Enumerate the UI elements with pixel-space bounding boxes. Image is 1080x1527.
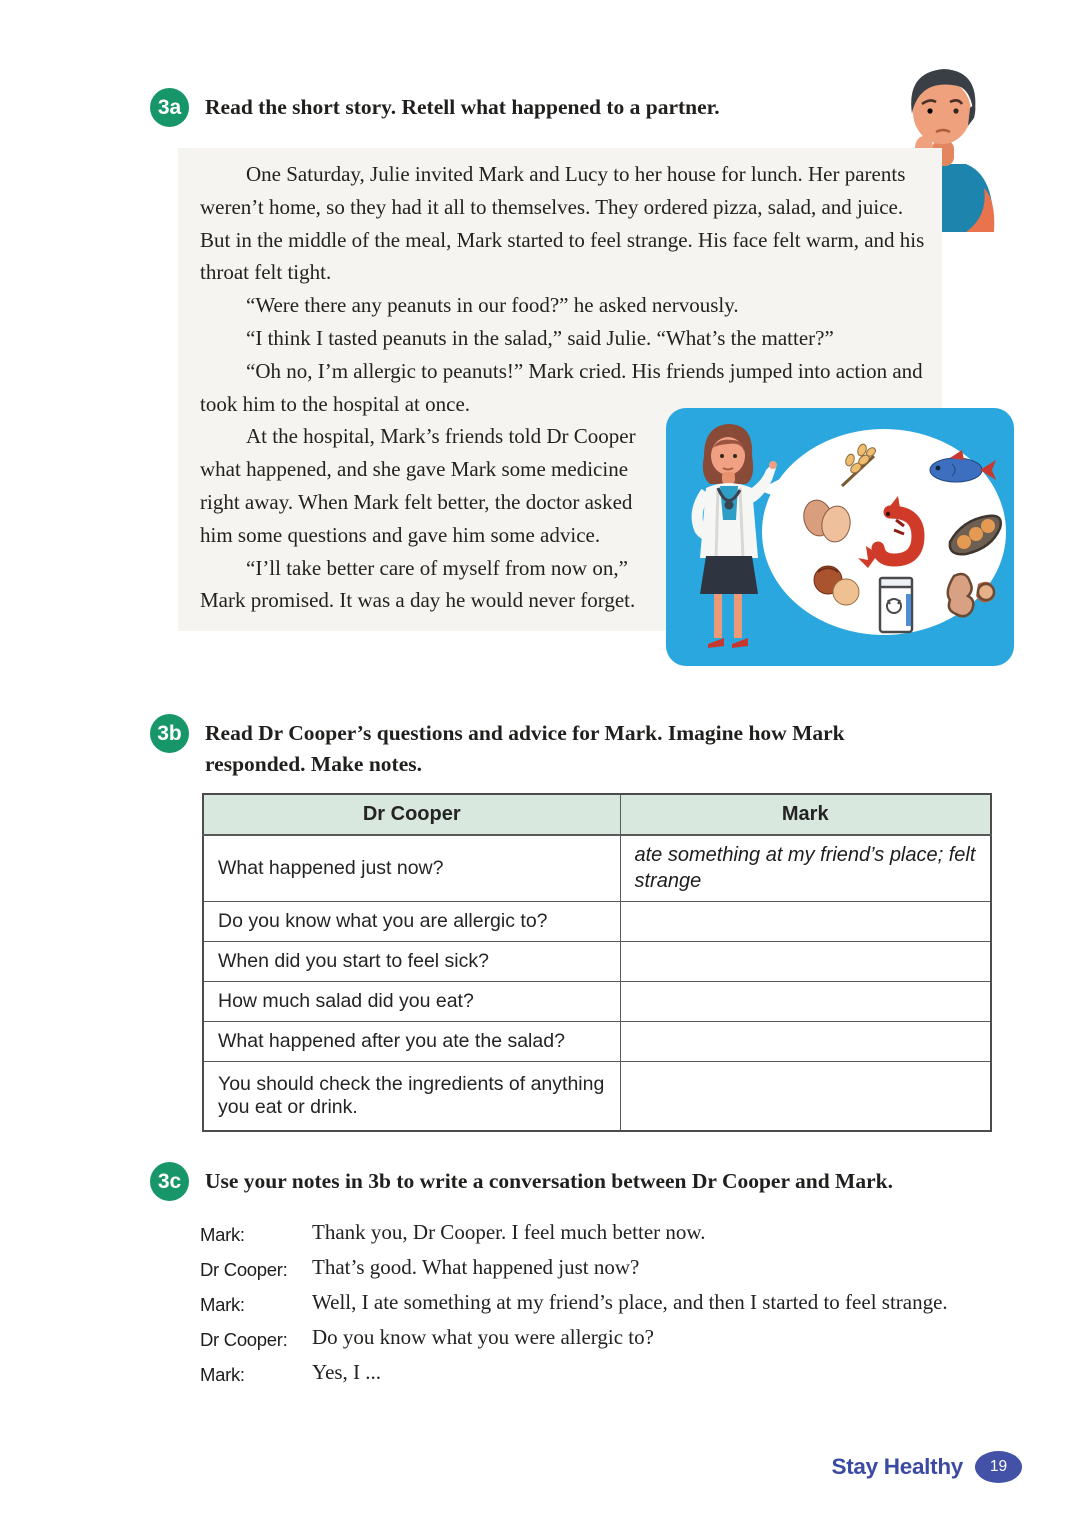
answer-cell[interactable] (620, 901, 991, 941)
dialogue-row (200, 1216, 1000, 1251)
speaker-label: Mark: (200, 1294, 245, 1315)
section-3c-header (150, 1166, 1030, 1201)
dialogue-row (200, 1251, 1000, 1286)
dialogue-line: Thank you, Dr Cooper. I feel much better now. (312, 1220, 706, 1244)
story-paragraph: “I think I tasted peanuts in the salad,” said Julie. “What’s the matter?” (246, 325, 834, 350)
table-row (203, 901, 991, 941)
story-wrapped-column (200, 420, 656, 617)
dialogue-line: Do you know what you were allergic to? (312, 1325, 654, 1349)
column-header-mark: Mark (620, 794, 991, 835)
story-paragraph: “Were there any peanuts in our food?” he asked nervously. (246, 293, 739, 318)
column-header-dr-cooper: Dr Cooper (203, 794, 620, 835)
speaker-label: Dr Cooper: (200, 1329, 288, 1350)
question-cell: What happened after you ate the salad? (203, 1021, 620, 1061)
table-header-row (203, 794, 991, 835)
table-row (203, 1061, 991, 1131)
table-row (203, 941, 991, 981)
answer-cell[interactable] (620, 981, 991, 1021)
question-cell: Do you know what you are allergic to? (203, 901, 620, 941)
table-row (203, 835, 991, 901)
question-cell: How much salad did you eat? (203, 981, 620, 1021)
answer-cell[interactable] (620, 1061, 991, 1131)
answer-cell[interactable] (620, 1021, 991, 1061)
story-paragraph: At the hospital, Mark’s friends told Dr Cooper what happened, and she gave Mark some medicine right away. When Mark felt better, the doctor asked him some questions and gave him some advice. (200, 424, 636, 547)
dialogue-row (200, 1356, 1000, 1391)
dialogue-line: Yes, I ... (312, 1360, 382, 1384)
dialogue-line: That’s good. What happened just now? (312, 1255, 640, 1279)
dialogue-line: Well, I ate something at my friend’s place, and then I started to feel strange. (312, 1290, 948, 1314)
doctor-allergens-icon (666, 408, 1014, 666)
dialogue-row (200, 1286, 1000, 1321)
exercise-3a-title: Read the short story. Retell what happened to a partner. (205, 95, 720, 119)
dialogue-block (200, 1216, 1000, 1391)
answer-cell[interactable]: ate something at my friend’s place; felt strange (620, 835, 991, 901)
speaker-label: Mark: (200, 1224, 245, 1245)
story-paragraph: “Oh no, I’m allergic to peanuts!” Mark cried. His friends jumped into action and took him to the hospital at once. (200, 358, 923, 416)
question-cell: You should check the ingredients of anything you eat or drink. (203, 1061, 620, 1131)
doctor-allergens-illustration (666, 408, 1014, 666)
speaker-label: Mark: (200, 1364, 245, 1385)
question-cell: When did you start to feel sick? (203, 941, 620, 981)
exercise-3c-title: Use your notes in 3b to write a conversation between Dr Cooper and Mark. (205, 1169, 893, 1193)
exercise-badge-3b: 3b (150, 714, 189, 753)
table-row (203, 981, 991, 1021)
section-3a-header (150, 92, 930, 127)
notes-table (202, 793, 992, 1132)
story-paragraph: “I’ll take better care of myself from now on,” Mark promised. It was a day he would never forget. (200, 555, 636, 613)
exercise-badge-3c: 3c (150, 1162, 189, 1201)
exercise-3b-title: Read Dr Cooper’s questions and advice for Mark. Imagine how Mark responded. Make notes. (205, 721, 845, 776)
unit-title: Stay Healthy (831, 1454, 963, 1479)
page-number-badge: 19 (975, 1451, 1022, 1483)
exercise-badge-3a: 3a (150, 88, 189, 127)
question-cell: What happened just now? (203, 835, 620, 901)
answer-cell[interactable] (620, 941, 991, 981)
speaker-label: Dr Cooper: (200, 1259, 288, 1280)
section-3b-header (150, 718, 940, 780)
page-footer (832, 1451, 1022, 1483)
milk-carton-icon (880, 578, 912, 632)
story-paragraph: One Saturday, Julie invited Mark and Lucy to her house for lunch. Her parents weren’t home, so they had it all to themselves. They ordered pizza, salad, and juice. But in the middle of the meal, Mark started to feel strange. His face felt warm, and his throat felt tight. (200, 162, 925, 285)
dialogue-row (200, 1321, 1000, 1356)
table-row (203, 1021, 991, 1061)
